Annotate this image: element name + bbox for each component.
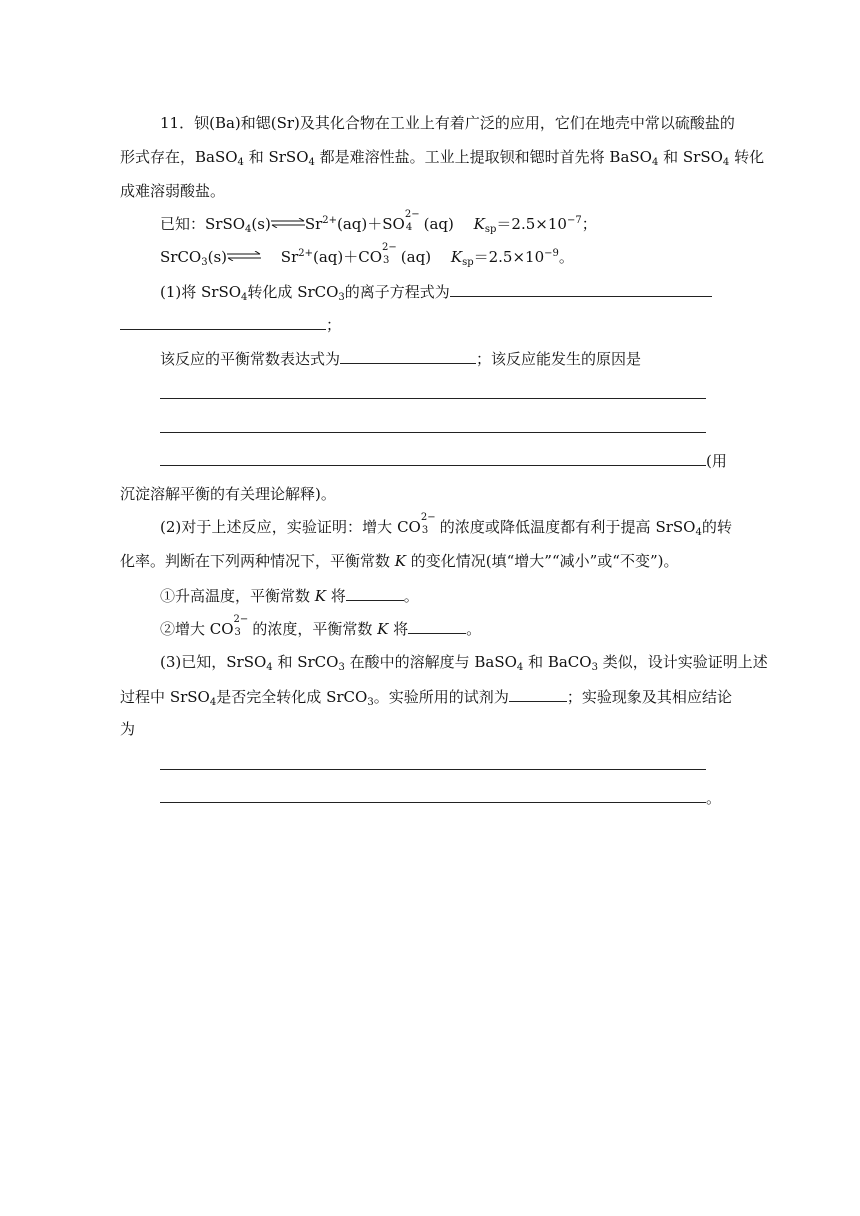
part3-prompt-line-1: (3)已知，SrSO$_4$ 和 SrCO$_3$ 在酸中的溶解度与 BaSO$_4$ 和 BaCO$_3$ 类似，设计实验证明上述 bbox=[160, 653, 768, 673]
part2-prompt-line-2: 化率。判断在下列两种情况下，平衡常数 K 的变化情况(填“增大”“减小”或“不变”)。 bbox=[120, 552, 679, 570]
conclusion-answer-row-2: 。 bbox=[160, 787, 721, 808]
part3-prompt-line-2: 过程中 SrSO$_4$是否完全转化成 SrCO$_3$。实验所用的试剂为 ；实验现象及其相应结论 bbox=[120, 688, 732, 708]
ionic-equation-blank[interactable] bbox=[450, 281, 712, 297]
reason-answer-row-3: (用 bbox=[160, 450, 727, 471]
part1-equation-continuation: ； bbox=[120, 314, 341, 335]
reason-answer-line-1[interactable] bbox=[160, 398, 706, 399]
intro-line-2: 形式存在，BaSO$_4$ 和 SrSO$_4$ 都是难溶性盐。工业上提取钡和锶时首先将 BaSO$_4$ 和 SrSO$_4$ 转化 bbox=[120, 148, 765, 168]
equilibrium-eq-2: SrCO$_3$(s) $Sr^{2+}(aq)+CO$ 2− 3 (aq) $K_{sp}=2.5\times 10^{-9}$。 bbox=[160, 242, 574, 268]
equilibrium-arrow-icon bbox=[271, 218, 305, 228]
equilibrium-arrow-icon bbox=[227, 251, 261, 261]
part2-prompt-line-1: (2)对于上述反应，实验证明：增大 CO 2− 3 的浓度或降低温度都有利于提高 SrSO$_4$的转 bbox=[160, 512, 732, 538]
reason-answer-line-2[interactable] bbox=[160, 432, 706, 433]
intro-line-3: 成难溶弱酸盐。 bbox=[120, 182, 226, 200]
concentration-effect-blank[interactable] bbox=[408, 618, 466, 634]
reason-answer-line-3[interactable] bbox=[160, 450, 706, 466]
intro-line-1: 11．钡(Ba)和锶(Sr)及其化合物在工业上有着广泛的应用，它们在地壳中常以硫酸盐的 bbox=[160, 114, 735, 132]
part3-prompt-line-3: 为 bbox=[120, 720, 136, 738]
reagent-blank[interactable] bbox=[509, 686, 567, 702]
temperature-effect-blank[interactable] bbox=[346, 585, 404, 601]
part1-k-expression: 该反应的平衡常数表达式为 ；该反应能发生的原因是 bbox=[160, 350, 642, 368]
part1-prompt: (1)将 SrSO$_4$转化成 SrCO$_3$的离子方程式为 bbox=[160, 281, 712, 302]
part1-note-continuation: 沉淀溶解平衡的有关理论解释)。 bbox=[120, 485, 336, 503]
conclusion-answer-line-2[interactable] bbox=[160, 787, 706, 803]
part2-item-1: ①升高温度，平衡常数 K 将 。 bbox=[160, 587, 419, 605]
conclusion-answer-line-1[interactable] bbox=[160, 769, 706, 770]
ionic-equation-blank-cont[interactable] bbox=[120, 314, 326, 330]
k-expression-blank[interactable] bbox=[340, 348, 476, 364]
part2-item-2: ②增大 CO 2− 3 的浓度，平衡常数 K 将 。 bbox=[160, 614, 482, 638]
equilibrium-eq-1: 已知：SrSO$_4$(s) $Sr^{2+}(aq)+SO$ 2− 4 (aq) $K_{sp}=2.5\times 10^{-7}$； bbox=[160, 209, 597, 235]
